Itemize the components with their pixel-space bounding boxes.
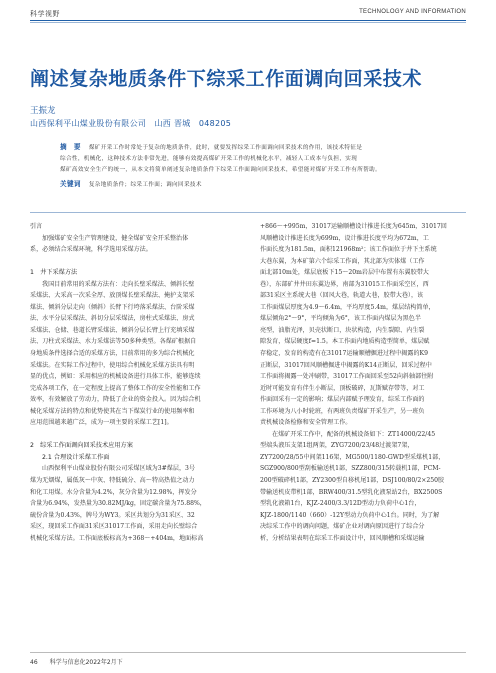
header-section-label: 科学视野 <box>30 10 60 18</box>
text-line: 显的优点，例如：采用相应的机械设备进行具体工作，能够连续 <box>30 373 201 381</box>
text-line: 工作面将揭露一处冲刷带，31017工作面回采至52向斜轴部往附 <box>260 373 434 381</box>
abstract-line-2: 综合性，机械化，这种技术方法非常先进，能够有效提高煤矿开采工作的机械化水平，减轻人工成本与负担，实现 <box>60 155 358 162</box>
text-line: 我国目前常用的采煤方法有：走向长壁采煤法、倾斜长壁 <box>42 280 195 288</box>
text-line: 机械化采煤方法。工作面底板标高为+368～+404m，地面标高 <box>30 534 204 542</box>
text-line: 作面长度为181.5m，面积121968m²；该工作面位于井下主系统 <box>260 246 437 254</box>
header-rule <box>30 20 466 21</box>
text-line: 煤法、倾斜分层走向（倾斜）长臂下行垮落采煤法、台阶采煤 <box>30 303 195 311</box>
text-line: SGZ900/800型刮板输送机1部，SZZ800/315转载机1部，PCM- <box>260 465 441 473</box>
abstract-line-1 <box>60 142 462 154</box>
abstract-line-3: 煤矿高效安全生产的统一，从本文将简单阐述复杂地质条件下综采工作面调向回采技术，希望能对煤矿开采工作有所帮助。 <box>60 167 381 174</box>
keywords-text: 复杂地质条件；综采工作面；调向回采技术 <box>88 181 202 188</box>
text-line: 山西保利平山煤业股份有限公司采煤区域为3#煤层，3号 <box>42 465 196 473</box>
text-line: 责机械设备检修和安全管理工作。 <box>260 419 352 427</box>
text-line: 面北部10m处，煤层底板下15～20m岩层中布置有东翼胶带大 <box>260 269 429 277</box>
text-line: 采煤法、大采高一次采全厚、放顶煤长壁采煤法、掩护支架采 <box>30 292 195 300</box>
header-rule-thin <box>30 22 466 23</box>
text-line: 采区，现回采工作面31采区31017工作面，采用走向长壁综合 <box>30 523 198 531</box>
text-line: 析，分析结果表明在综采工作面设计中，回风顺槽和采煤运输 <box>260 534 425 542</box>
footer-rule <box>30 652 466 653</box>
text-line: KJZ-1800/1140（660）-12Y型动力负荷中心1台。同时，为了解 <box>260 511 440 519</box>
text-line: 完成各项工作，在一定程度上提高了整体工作的安全性能和工作 <box>30 384 201 392</box>
abstract-text-1: 煤矿开采工作时常处于复杂的地质条件，此时，就要发挥综采工作面调向回采技术的作用，该技术特征是 <box>88 145 363 151</box>
text-line: 和化工用煤。水分含量为4.2%，灰分含量为12.98%，挥发分 <box>30 488 197 496</box>
text-line: 1 井下采煤方法 <box>30 269 78 277</box>
text-line: 作面回采有一定的影响；煤层内部赋予理发育，综采工作面的 <box>260 396 425 404</box>
text-line: 型乳化液箱1台，KJZ-2400/3.3/12D型动力负荷中心1台， <box>260 500 421 508</box>
text-line: 200型破碎机1部，ZY2300型自移机尾1部，DSJ100/80/2×250胶 <box>260 477 445 485</box>
text-line: 型端头液压支架1组两架，ZYG7200/23/48过渡架7架， <box>260 442 414 450</box>
text-line: 大巷东翼，为本矿第六个综采工作面，其北部为实体煤（工作 <box>260 257 425 265</box>
text-line: 2.1 合理设计采煤工作面 <box>42 453 110 461</box>
text-line: 部31采区主系统大巷（回风大巷，轨道大巷，胶带大巷），该 <box>260 292 424 300</box>
text-line: 效率，有效解放了劳动力，降低了企业的资金投入。因为综合机 <box>30 396 201 404</box>
text-line: 亮型，油脂光泽，贝壳状断口，块状构造，内生裂隙、内生裂 <box>260 326 425 334</box>
text-line: 存稳定，发育的构造有在31017运输顺槽掘进过程中揭露的K9 <box>260 350 428 358</box>
text-line: 身地质条件选择合适的采煤方法，目前常用的多为综合机械化 <box>30 350 195 358</box>
text-line: 采煤法。在实际工作过程中，使用综合机械化采煤方法具有明 <box>30 361 195 369</box>
body-column-left <box>30 221 236 544</box>
page-header <box>0 0 496 22</box>
abstract-label: 摘 要 <box>60 143 81 151</box>
text-line: 工作环境为八小时轮班，有两班负责煤矿开采生产，另一班负 <box>260 407 425 415</box>
text-line: 近时可能发育有伴生小断层，顶板破碎，瓦斯赋存带等，对工 <box>260 384 425 392</box>
text-line: 法、水平分层采煤法、斜切分层采煤法，房柱式采煤法、房式 <box>30 315 195 323</box>
text-line: 含量为6.94%，发热量为30.82MJ/kg，固定碳含量为75.88%， <box>30 500 206 508</box>
text-line: 系，必须结合采煤环境，科学选用采煤方法。 <box>30 246 152 254</box>
text-line: 煤为无烟煤，属低灰～中灰、特低硫分、高～特高热值之动力 <box>30 477 195 485</box>
header-journal-english: TECHNOLOGY AND INFORMATION <box>359 9 466 15</box>
text-line: 在煤矿开采工作中，配备的机械设备如下：ZT14000/22/45 <box>272 430 436 438</box>
body-column-right <box>260 221 466 544</box>
text-line: 引言 <box>30 223 43 230</box>
text-line: ZY7200/28/55中间架116架，MG500/1180-GWD型采煤机1部， <box>260 453 445 461</box>
text-line: 法、刀柱式采煤法、水力采煤法等50多种类型。各煤矿根据自 <box>30 338 197 346</box>
text-line: 械化采煤方法的特点和优势使其在当下煤炭行业的使用频率和 <box>30 407 195 415</box>
text-line: 决综采工作中的调向问题，煤矿企业对调向原因进行了综合分 <box>260 523 425 531</box>
abstract-block <box>60 142 462 190</box>
keywords-label: 关键词 <box>60 179 81 188</box>
text-line: 煤层倾角2°～9°，平均倾角为6°，该工作面内煤层为黑色半 <box>260 315 421 323</box>
keywords-line <box>60 179 462 191</box>
author-name: 王振龙 <box>30 106 56 116</box>
text-line: 采煤法、仓储、巷道长臂采煤法、倾斜分层长臂上行充填采煤 <box>30 326 195 334</box>
article-title: 阐述复杂地质条件下综采工作面调向回采技术 <box>30 68 423 90</box>
text-line: 巷），东部矿井井田东翼边界，南部为31015工作面采空区，西 <box>260 280 429 288</box>
text-line <box>30 256 236 268</box>
journal-issue: 科学与信息化2022年2月下 <box>49 659 123 666</box>
text-line: +866～+995m，31017运输顺槽设计推进长度为645m，31017回 <box>260 223 447 230</box>
text-line: 带输送机皮带机1部，BRW400/31.5型乳化液泵站2台，BX2500S <box>260 488 443 496</box>
author-affiliation: 山西保利平山煤业股份有限公司 山西 晋城 048205 <box>30 119 232 128</box>
text-line <box>30 429 236 441</box>
text-line: 风顺槽设计推进长度为699m，设计推进长度平均为672m，工 <box>260 234 429 242</box>
text-line: 加强煤矿安全生产管理建设，健全煤矿安全开采整治体 <box>42 234 189 242</box>
page-footer <box>30 657 123 666</box>
text-line: 应用范围越来越广泛，成为一项主要的采煤工艺[1]。 <box>30 419 173 427</box>
page-number: 46 <box>30 659 38 666</box>
text-line: 正断层，31017回风顺槽掘进中揭露的K14正断层，回采过程中 <box>260 361 432 369</box>
text-line: 工作面煤层厚度为4.9～6.4m，平均厚度5.4m，煤层结构简单， <box>260 303 435 311</box>
text-line: 隙发育，煤层硬度f=1.5。本工作面内地质构造型简单，煤层赋 <box>260 338 430 346</box>
text-line: 硫份含量为0.43%，牌号为WY3。采区共划分为31采区、32 <box>30 511 195 519</box>
abstract-divider <box>30 212 466 213</box>
text-line: 2 综采工作面调向回采技术应用方案 <box>30 442 133 450</box>
